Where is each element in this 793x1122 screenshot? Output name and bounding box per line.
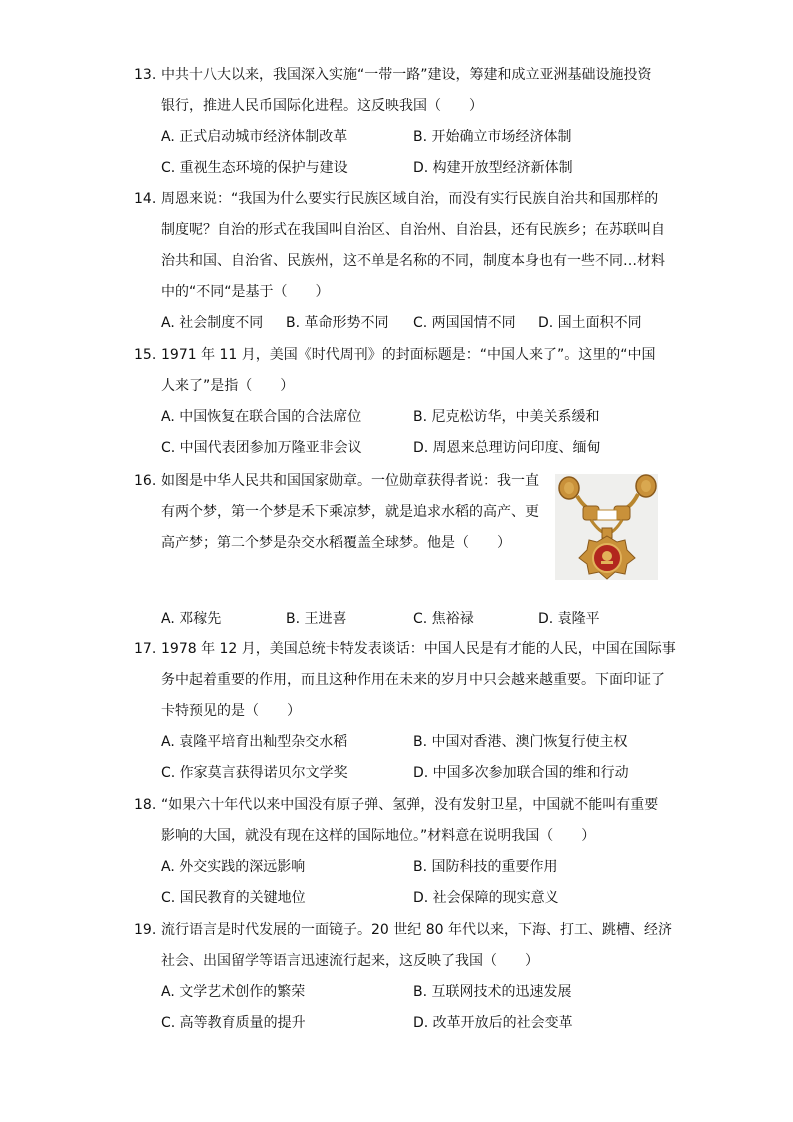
stem-text: 务中起着重要的作用，而且这种作用在未来的岁月中只会越来越重要。下面印证了 [161,672,665,688]
question-19 [134,915,672,1039]
option-d: D. 改革开放后的社会变革 [413,1015,573,1031]
option-b: B. 中国对香港、澳门恢复行使主权 [413,734,628,750]
question-18 [134,790,666,914]
stem-text: 周恩来说：“我国为什么要实行民族区域自治，而没有实行民族自治共和国那样的 [161,191,659,207]
question-number: 14. [134,191,157,207]
question-stem [134,790,666,821]
question-number: 17. [134,641,157,657]
question-16-options [134,604,666,635]
option-a: A. 正式启动城市经济体制改革 [161,129,348,145]
stem-text: 人来了”是指（ ） [161,378,295,394]
question-13 [134,60,666,184]
option-row [134,977,666,1008]
option-a: A. 文学艺术创作的繁荣 [161,984,306,1000]
question-15 [134,340,666,464]
option-d: D. 周恩来总理访问印度、缅甸 [413,440,601,456]
question-number: 16. [134,473,157,489]
stem-text: 高产梦；第二个梦是杂交水稻覆盖全球梦。他是（ ） [161,535,511,551]
option-row [134,153,666,184]
stem-text: 1978 年 12 月，美国总统卡特发表谈话：中国人民是有才能的人民，中国在国际事 [161,641,676,657]
option-row [134,883,666,914]
stem-text: “如果六十年代以来中国没有原子弹、氢弹，没有发射卫星，中国就不能叫有重要 [161,797,659,813]
option-b: B. 互联网技术的迅速发展 [413,984,572,1000]
option-a: A. 邓稼先 [161,611,222,627]
stem-text: 流行语言是时代发展的一面镜子。20 世纪 80 年代以来，下海、打工、跳槽、经济 [161,922,672,938]
stem-text: 银行，推进人民币国际化进程。这反映我国（ ） [161,98,483,114]
option-row [134,604,666,635]
option-b: B. 国防科技的重要作用 [413,859,558,875]
stem-text: 影响的大国，就没有现在这样的国际地位。”材料意在说明我国（ ） [161,828,596,844]
option-c: C. 中国代表团参加万隆亚非会议 [161,440,362,456]
option-d: D. 中国多次参加联合国的维和行动 [413,765,629,781]
stem-text: 有两个梦，第一个梦是禾下乘凉梦，就是追求水稻的高产、更 [161,504,539,520]
option-row [134,122,666,153]
question-number: 18. [134,797,157,813]
option-c: C. 作家莫言获得诺贝尔文学奖 [161,765,348,781]
state-medal-image [555,474,658,580]
medal-icon [555,474,658,580]
option-c: C. 高等教育质量的提升 [161,1015,306,1031]
stem-text: 1971 年 11 月，美国《时代周刊》的封面标题是：“中国人来了”。这里的“中国 [161,347,656,363]
question-stem [134,915,672,946]
question-stem [134,184,666,215]
stem-text: 如图是中华人民共和国国家勋章。一位勋章获得者说：我一直 [161,473,539,489]
option-a: A. 外交实践的深远影响 [161,859,306,875]
option-d: D. 构建开放型经济新体制 [413,160,573,176]
question-17 [134,634,676,789]
option-row [134,402,666,433]
option-a: A. 袁隆平培育出籼型杂交水稻 [161,734,348,750]
option-row [134,727,666,758]
question-stem [134,634,676,665]
option-c: C. 两国国情不同 [413,315,516,331]
stem-text: 中共十八大以来，我国深入实施“一带一路”建设，筹建和成立亚洲基础设施投资 [161,67,652,83]
option-b: B. 革命形势不同 [286,315,389,331]
option-d: D. 国土面积不同 [538,315,642,331]
question-number: 19. [134,922,157,938]
question-stem [134,60,666,91]
option-row [134,758,666,789]
question-number: 13. [134,67,157,83]
option-row [134,308,666,339]
stem-text: 社会、出国留学等语言迅速流行起来，这反映了我国（ ） [161,953,539,969]
option-b: B. 开始确立市场经济体制 [413,129,572,145]
option-b: B. 尼克松访华，中美关系缓和 [413,409,600,425]
option-row [134,852,666,883]
question-14 [134,184,666,339]
option-a: A. 社会制度不同 [161,315,264,331]
option-row [134,1008,666,1039]
option-d: D. 袁隆平 [538,611,600,627]
option-b: B. 王进喜 [286,611,347,627]
option-a: A. 中国恢复在联合国的合法席位 [161,409,362,425]
stem-text: 制度呢？自治的形式在我国叫自治区、自治州、自治县，还有民族乡；在苏联叫自 [161,222,665,238]
stem-text: 卡特预见的是（ ） [161,703,301,719]
option-c: C. 重视生态环境的保护与建设 [161,160,348,176]
option-c: C. 焦裕禄 [413,611,474,627]
option-d: D. 社会保障的现实意义 [413,890,559,906]
stem-text: 中的“不同“是基于（ ） [161,284,330,300]
question-stem [134,340,666,371]
option-row [134,433,666,464]
question-number: 15. [134,347,157,363]
stem-text: 治共和国、自治省、民族州，这不单是名称的不同，制度本身也有一些不同…材料 [161,253,665,269]
option-c: C. 国民教育的关键地位 [161,890,306,906]
